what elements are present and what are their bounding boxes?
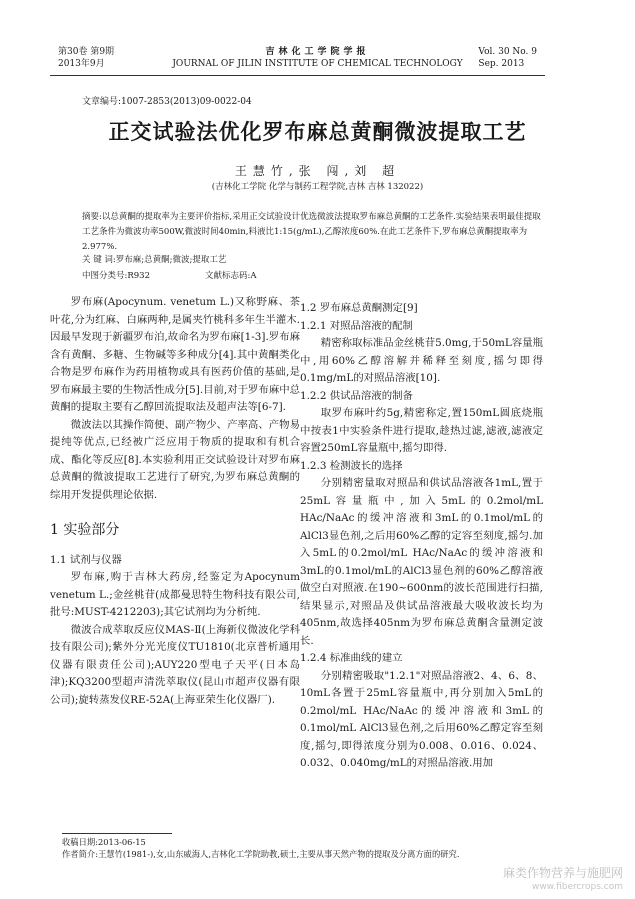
subsection-heading-1-2: 1.2 罗布麻总黄酮测定[9] xyxy=(300,302,418,314)
article-number: 文章编号:1007-2853(2013)09-0022-04 xyxy=(82,97,252,107)
paragraph-1-2-2: 取罗布麻叶约5g,精密称定,置150mL圆底烧瓶中按表1中实验条件进行提取,趁热过滤,滤液,滤液定容置250mL容量瓶中,摇匀即得. xyxy=(300,407,543,454)
journal-volume-en xyxy=(478,46,537,70)
subsection-heading-1-2-3: 1.2.3 检测波长的选择 xyxy=(300,459,403,472)
received-date: 收稿日期:2013-06-15 xyxy=(62,837,146,847)
document-code: 文献标志码:A xyxy=(205,271,257,281)
subsection-heading-1-2-2: 1.2.2 供试品溶液的制备 xyxy=(300,389,413,402)
subsection-heading-1-1: 1.1 试剂与仪器 xyxy=(50,553,122,566)
volume-issue: 第30卷 第9期 xyxy=(58,47,115,57)
journal-name-cn: 吉林化工学院学报 xyxy=(265,47,370,57)
subsection-heading-1-2-1: 1.2.1 对照品溶液的配制 xyxy=(300,319,413,332)
paragraph-1-2-3: 分别精密量取对照品和供试品溶液各1mL,置于25mL容量瓶中,加入5mL的0.2mol/mL HAc/NaAc的缓冲溶液和3mL的0.1mol/mL的AlCl3显色剂,之后用60%乙醇的定容至刻度,摇匀.加入5mL的0.2mol/mL HAc/NaAc的缓冲溶液和3mL的0.1mol/mL的AlCl3显色剂的60%乙醇溶液做空白对照液.在190~600nm的波长范围进行扫描,结果显示,对照品及供试品溶液最大吸收波长均为405nm,故选择405nm为罗布麻总黄酮含量测定波长. xyxy=(300,477,543,647)
header-rule xyxy=(50,75,545,76)
keywords: 关 键 词:罗布麻;总黄酮;微波;提取工艺 xyxy=(82,255,227,265)
paragraph-1-2-1: 精密称取标准品金丝桃苷5.0mg,于50mL容量瓶中,用60%乙醇溶解并稀释至刻度,摇匀即得0.1mg/mL的对照品溶液[10]. xyxy=(300,337,543,384)
watermark-url: www.fibercrops.com xyxy=(532,882,623,892)
watermark-text: 麻类作物营养与施肥网 xyxy=(502,866,623,880)
date-en: Sep. 2013 xyxy=(478,59,525,69)
abstract: 摘要:以总黄酮的提取率为主要评价指标,采用正交试验设计优选微波法提取罗布麻总黄酮的工艺条件.实验结果表明最佳提取工艺条件为微波功率500W,微波时间40min,料液比1:15(g/mL),乙醇浓度60%.在此工艺条件下,罗布麻总黄酮提取率为2.977%. xyxy=(82,212,541,252)
subsection-heading-1-2-4: 1.2.4 标准曲线的建立 xyxy=(300,652,403,664)
paragraph-1-2-4: 分别精密吸取"1.2.1"对照品溶液2、4、6、8、10mL各置于25mL容量瓶中,再分别加入5mL的0.2mol/mL HAc/NaAc的缓冲溶液和3mL的0.1mol/mL AlCl3显色剂,之后用60%乙醇定容至刻度,摇匀,即得浓度分别为0.008、0.016、0.024、0.032、0.040mg/mL的对照品溶液.用加 xyxy=(300,669,543,769)
publish-date: 2013年9月 xyxy=(58,59,105,69)
intro-paragraph-1: 罗布麻(Apocynum. venetum L.)又称野麻、茶叶花,分为红麻、白麻两种,是属夹竹桃科多年生半灌木.因最早发现于新疆罗布泊,故命名为罗布麻[1-3].罗布麻含有黄酮、多糖、生物碱等多种成分[4].其中黄酮类化合物是罗布麻作为药用植物或具有医药价值的基础,是罗布麻最主要的生物活性成分[5].目前,对于罗布麻中总黄酮的提取主要有乙醇回流提取法及超声法等[6-7]. xyxy=(50,296,300,413)
authors: 王慧竹,张 闯,刘 超 xyxy=(234,164,401,178)
paper-title: 正交试验法优化罗布麻总黄酮微波提取工艺 xyxy=(108,119,527,144)
author-bio: 作者简介:王慧竹(1981-),女,山东威海人,吉林化工学院助教,硕士,主要从事天然产物的提取及分离方面的研究. xyxy=(62,849,460,859)
footnote-rule xyxy=(62,833,172,834)
journal-name-en: JOURNAL OF JILIN INSTITUTE OF CHEMICAL TECHNOLOGY xyxy=(172,59,463,69)
reagents-paragraph: 罗布麻,购于吉林大药房,经鉴定为Apocynum venetum L.;金丝桃苷(成都曼思特生物科技有限公司,批号:MUST-4212203);其它试剂均为分析纯. xyxy=(50,571,300,618)
volume-no-en: Vol. 30 No. 9 xyxy=(478,47,537,57)
affiliation: (吉林化工学院 化学与制药工程学院,吉林 吉林 132022) xyxy=(211,182,424,192)
section-heading-1: 1 实验部分 xyxy=(50,522,120,538)
footnote xyxy=(62,836,542,860)
left-column xyxy=(50,294,300,709)
classification-number: 中图分类号:R932 xyxy=(82,271,150,281)
instruments-paragraph: 微波合成萃取反应仪MAS-Ⅱ(上海新仪微波化学科技有限公司);紫外分光光度仪TU1810(北京普析通用仪器有限责任公司);AUY220型电子天平(日本岛津);KQ3200型超声清洗萃取仪(昆山市超声仪器有限公司);旋转蒸发仪RE-52A(上海亚荣生化仪器厂). xyxy=(50,623,300,706)
right-column xyxy=(300,300,543,773)
intro-paragraph-2: 微波法以其操作简便、副产物少、产率高、产物易提纯等优点,已经被广泛应用于物质的提取和有机合成、酯化等反应[8].本实验利用正交试验设计对罗布麻总黄酮的微波提取工艺进行了研究,为罗布麻总黄酮的综用开发提供理论依据. xyxy=(50,418,300,501)
journal-name xyxy=(0,46,635,70)
